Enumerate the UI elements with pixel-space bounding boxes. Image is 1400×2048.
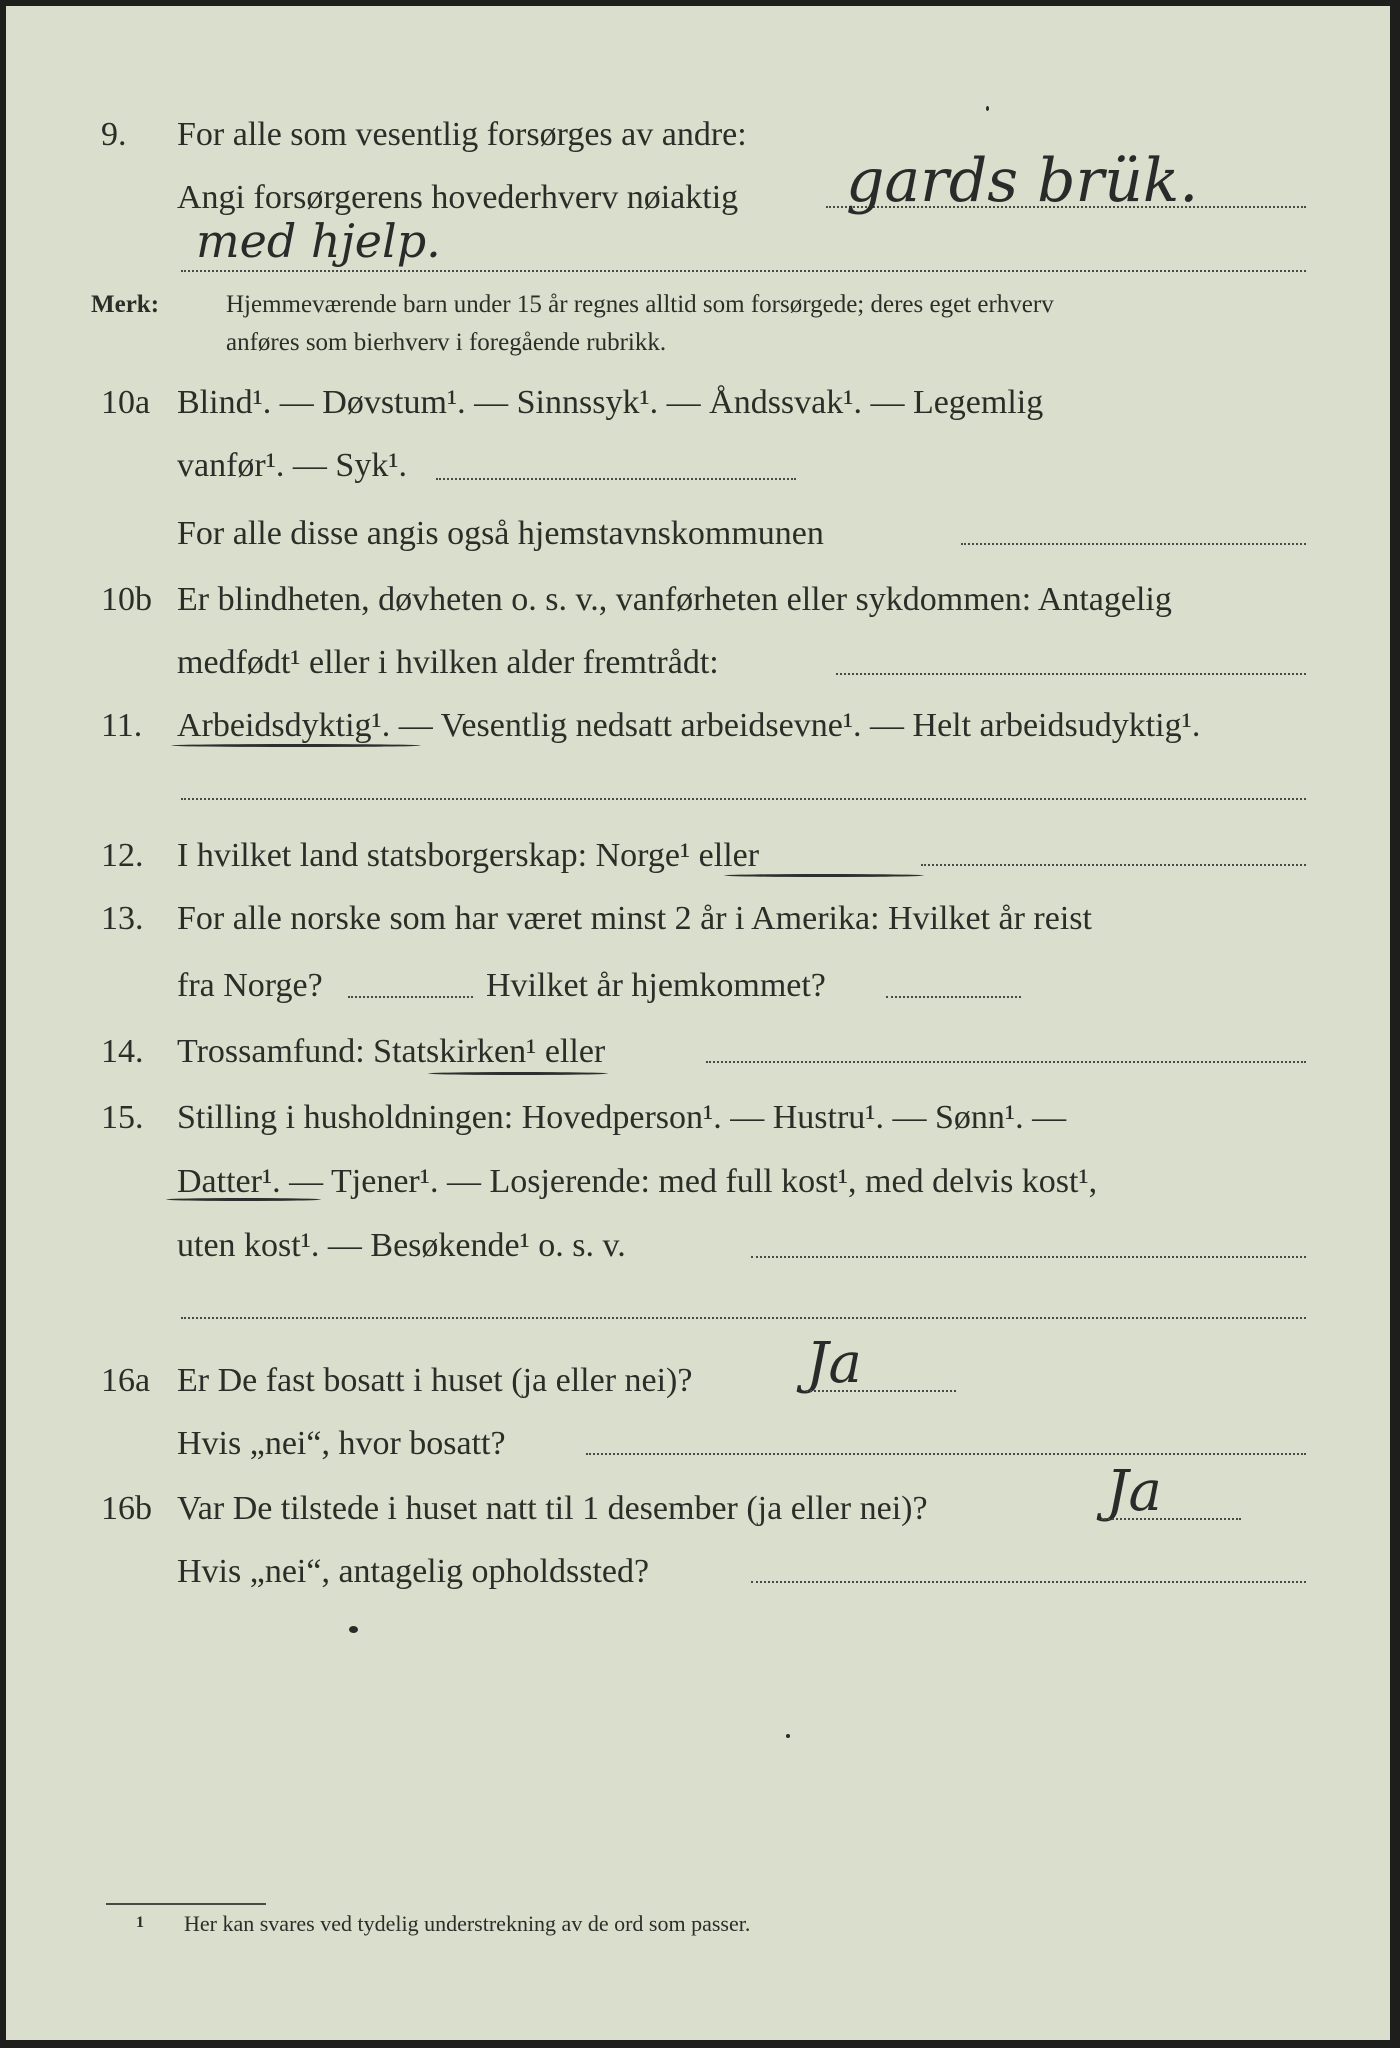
q14-number: 14. [101,1033,144,1070]
q10a-row-3 [6,504,1390,564]
q11-number: 11. [101,707,143,744]
q9-question-text: For alle som vesentlig forsørges av andre: [177,116,747,153]
q10a-municipality-line [961,543,1306,545]
q13-number: 13. [101,900,144,937]
q13-row-1 [6,889,1390,949]
q16b-whereabouts-label: Hvis „nei“, antagelig opholdssted? [177,1553,650,1590]
q11-answer-line [181,798,1306,800]
q10b-answer-line [836,673,1306,675]
q15-row-3 [6,1216,1390,1276]
q16b-row-2 [6,1542,1390,1602]
ink-speck [786,1734,790,1738]
footnote-rule [106,1903,266,1905]
q16a-where-label: Hvis „nei“, hvor bosatt? [177,1425,506,1462]
q12-citizenship: I hvilket land statsborgerskap: Norge¹ eller [177,837,760,874]
q16a-row-1 [6,1351,1390,1411]
q16a-handwritten-answer[interactable]: Ja [806,1331,862,1396]
merk-line-1: Hjemmeværende barn under 15 år regnes alltid som forsørgede; deres eget erhverv [226,291,1054,318]
q15-number: 15. [101,1099,144,1136]
ink-speck [986,106,989,111]
q14-answer-line [706,1061,1306,1063]
q10a-row-2 [6,436,1390,496]
q15-answer-line [751,1256,1306,1258]
q16a-row-2 [6,1414,1390,1474]
q13-returned-label: Hvilket år hjemkommet? [486,967,826,1004]
footnote-mark: 1 [136,1914,144,1931]
q15-row-1 [6,1088,1390,1148]
q15-underline-mark [166,1198,321,1201]
q14-row-1 [6,1022,1390,1082]
q10b-row-1 [6,570,1390,630]
q9-answer-line-2 [181,270,1306,272]
q13-emigrated-line [348,996,473,998]
q13-row-2 [6,956,1390,1016]
q16a-where-line [586,1453,1306,1455]
q16b-answer-line [1101,1518,1241,1520]
q10a-conditions: Blind¹. — Døvstum¹. — Sinnssyk¹. — Åndssvak¹. — Legemlig [177,384,1044,421]
q12-number: 12. [101,837,144,874]
footnote-text: Her kan svares ved tydelig understrekning av de ord som passer. [184,1911,751,1936]
q11-row-1 [6,696,1390,756]
q10b-row-2 [6,633,1390,693]
q13-america-question: For alle norske som har været minst 2 år i Amerika: Hvilket år reist [177,900,1092,937]
q10a-home-municipality-label: For alle disse angis også hjemstavnskommunen [177,515,824,552]
q10a-row-1 [6,373,1390,433]
q10b-number: 10b [101,581,152,618]
q9-occupation-label: Angi forsørgerens hovederhverv nøiaktig [177,179,739,216]
q10a-number: 10a [101,384,151,421]
q16a-number: 16a [101,1362,151,1399]
q9-handwritten-answer-2[interactable]: med hjelp. [196,214,441,268]
q12-row-1 [6,826,1390,886]
q11-work-capacity: Arbeidsdyktig¹. — Vesentlig nedsatt arbeidsevne¹. — Helt arbeidsudyktig¹. [177,707,1201,744]
q15-household-position: Stilling i husholdningen: Hovedperson¹. — Hustru¹. — Sønn¹. — [177,1099,1067,1136]
q10a-answer-line [436,478,796,480]
q10b-question: Er blindheten, døvheten o. s. v., vanførheten eller sykdommen: Antagelig [177,581,1172,618]
q11-underline-mark [171,744,421,747]
q10a-conditions-2: vanfør¹. — Syk¹. [177,447,408,484]
q9-number: 9. [101,116,127,153]
q16b-row-1 [6,1479,1390,1539]
ink-speck [349,1626,358,1633]
q16b-number: 16b [101,1490,152,1527]
q13-returned-line [886,996,1021,998]
q13-emigrated-label: fra Norge? [177,967,323,1004]
q16a-answer-line [806,1390,956,1392]
q9-handwritten-answer[interactable]: gards brük. [846,146,1199,216]
q16b-presence-question: Var De tilstede i huset natt til 1 desember (ja eller nei)? [177,1490,928,1527]
merk-label: Merk: [91,291,160,318]
q14-underline-mark [428,1072,608,1075]
q15-household-position-2: Datter¹. — Tjener¹. — Losjerende: med full kost¹, med delvis kost¹, [177,1163,1098,1200]
q16b-handwritten-answer[interactable]: Ja [1106,1459,1162,1524]
q15-answer-line-2 [181,1317,1306,1319]
q10b-question-2: medfødt¹ eller i hvilken alder fremtrådt: [177,644,719,681]
q12-underline-mark [724,874,924,877]
q12-answer-line [921,864,1306,866]
q15-row-2 [6,1152,1390,1212]
q14-religion: Trossamfund: Statskirken¹ eller [177,1033,606,1070]
q16b-whereabouts-line [751,1581,1306,1583]
census-form-page [6,6,1390,2040]
q15-household-position-3: uten kost¹. — Besøkende¹ o. s. v. [177,1227,626,1264]
q16a-residence-question: Er De fast bosatt i huset (ja eller nei)? [177,1362,693,1399]
merk-line-2: anføres som bierhverv i foregående rubrikk. [226,329,667,356]
